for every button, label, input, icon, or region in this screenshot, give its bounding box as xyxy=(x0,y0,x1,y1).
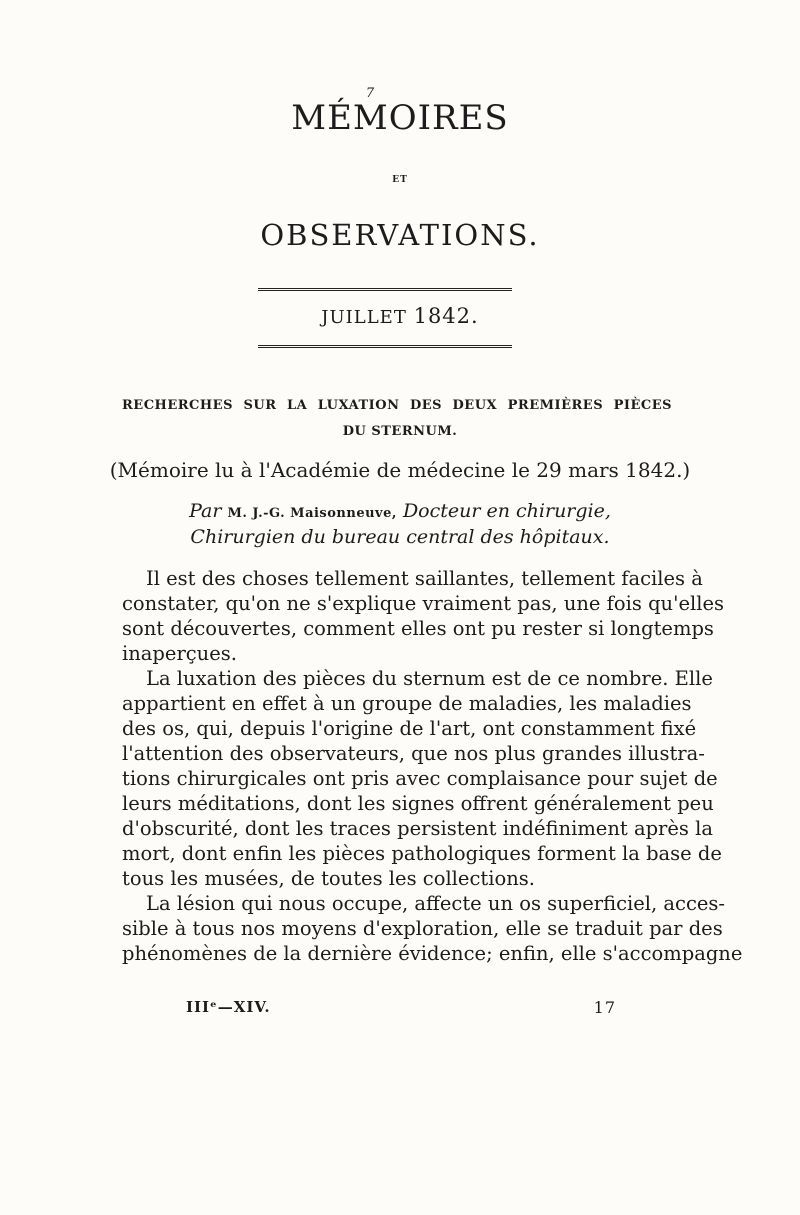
section-subtitle: OBSERVATIONS. xyxy=(260,218,540,252)
body-line: l'attention des observateurs, que nos plus grandes illustra- xyxy=(122,742,705,765)
bottom-double-rule xyxy=(258,345,512,348)
top-mark: 7 xyxy=(365,86,375,101)
body-line: La luxation des pièces du sternum est de ce nombre. Elle xyxy=(146,667,713,690)
page-number: 17 xyxy=(593,998,616,1017)
signature-mark: IIIᵉ—XIV. xyxy=(186,998,271,1016)
page-footer xyxy=(186,998,616,1017)
article-heading-line-2: DU STERNUM. xyxy=(342,424,458,439)
body-line: d'obscurité, dont les traces persistent indéfiniment après la xyxy=(122,817,713,840)
body-line: phénomènes de la dernière évidence; enfin, elle s'accompagne xyxy=(122,942,743,965)
body-line: constater, qu'on ne s'explique vraiment pas, une fois qu'elles xyxy=(122,592,725,615)
body-line: Il est des choses tellement saillantes, tellement faciles à xyxy=(146,567,703,590)
body-line: La lésion qui nous occupe, affecte un os superficiel, acces- xyxy=(146,892,726,915)
body-text xyxy=(122,566,743,966)
body-line: mort, dont enfin les pièces pathologiques forment la base de xyxy=(122,842,722,865)
author-title-2: Chirurgien du bureau central des hôpitaux. xyxy=(190,526,610,548)
body-line: sible à tous nos moyens d'exploration, elle se traduit par des xyxy=(122,917,723,940)
body-line: des os, qui, depuis l'origine de l'art, ont constamment fixé xyxy=(122,717,697,740)
section-title: MÉMOIRES xyxy=(291,98,509,138)
author-title-1: Docteur en chirurgie, xyxy=(402,500,611,522)
body-line: leurs méditations, dont les signes offrent généralement peu xyxy=(122,792,714,815)
issue-year: 1842. xyxy=(413,304,479,328)
body-line: tions chirurgicales ont pris avec complaisance pour sujet de xyxy=(122,767,718,790)
article-heading-line-1: RECHERCHES SUR LA LUXATION DES DEUX PREMIÈRES PIÈCES xyxy=(122,398,672,413)
author-name: M. J.-G. Maisonneuve, xyxy=(227,506,397,521)
issue-month: JUILLET xyxy=(321,307,407,328)
top-double-rule xyxy=(258,288,512,291)
body-line: inaperçues. xyxy=(122,642,237,665)
issue-date xyxy=(0,304,800,328)
author-line xyxy=(0,500,800,522)
memoire-note: (Mémoire lu à l'Académie de médecine le 29 mars 1842.) xyxy=(109,458,691,482)
body-line: tous les musées, de toutes les collections. xyxy=(122,867,535,890)
body-line: appartient en effet à un groupe de maladies, les maladies xyxy=(122,692,692,715)
section-title-conjunction: ET xyxy=(392,175,408,185)
body-line: sont découvertes, comment elles ont pu rester si longtemps xyxy=(122,617,714,640)
author-by: Par xyxy=(189,500,222,522)
